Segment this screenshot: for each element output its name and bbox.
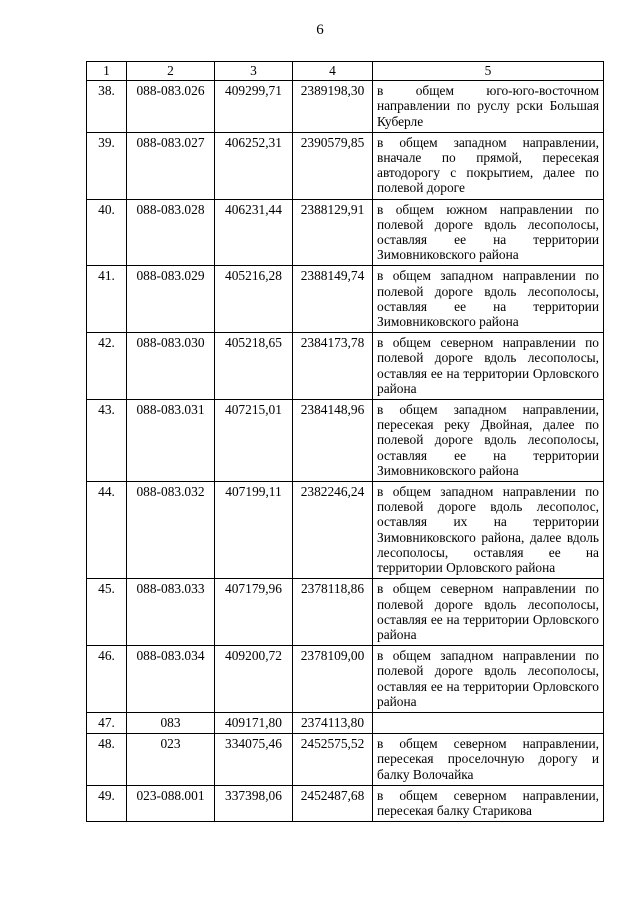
point-code-cell: 023 [127, 734, 215, 786]
table-row [87, 333, 604, 400]
x-coordinate-cell: 406252,31 [215, 132, 293, 199]
description-cell: в общем западном направлении по полевой дороге вдоль лесополосы, оставляя ее на территории Орловского района [373, 646, 604, 713]
row-number-cell: 47. [87, 712, 127, 733]
point-code-cell: 088-083.028 [127, 199, 215, 266]
x-coordinate-cell: 334075,46 [215, 734, 293, 786]
description-cell: в общем западном направлении, пересекая реку Двойная, далее по полевой дороге вдоль лесополосы, оставляя ее на территории Зимовниковского района [373, 400, 604, 482]
description-cell: в общем западном направлении по полевой дороге вдоль лесополосы, оставляя ее на территории Зимовниковского района [373, 266, 604, 333]
header-col-1: 1 [87, 62, 127, 81]
header-col-4: 4 [293, 62, 373, 81]
y-coordinate-cell: 2452487,68 [293, 785, 373, 821]
point-code-cell: 088-083.034 [127, 646, 215, 713]
x-coordinate-cell: 337398,06 [215, 785, 293, 821]
row-number-cell: 39. [87, 132, 127, 199]
row-number-cell: 44. [87, 482, 127, 579]
row-number-cell: 42. [87, 333, 127, 400]
description-cell: в общем западном направлении, вначале по прямой, пересекая автодорогу с покрытием, далее по полевой дороге [373, 132, 604, 199]
y-coordinate-cell: 2378118,86 [293, 579, 373, 646]
y-coordinate-cell: 2382246,24 [293, 482, 373, 579]
description-cell: в общем северном направлении, пересекая проселочную дорогу и балку Волочайка [373, 734, 604, 786]
y-coordinate-cell: 2452575,52 [293, 734, 373, 786]
table-header-row [87, 62, 604, 81]
point-code-cell: 088-083.030 [127, 333, 215, 400]
boundary-table [86, 61, 604, 822]
table-row [87, 266, 604, 333]
x-coordinate-cell: 409299,71 [215, 81, 293, 133]
page-number: 6 [316, 22, 324, 38]
table-body [87, 81, 604, 822]
description-cell: в общем северном направлении по полевой дороге вдоль лесополосы, оставляя ее на территории Орловского района [373, 579, 604, 646]
x-coordinate-cell: 405216,28 [215, 266, 293, 333]
x-coordinate-cell: 407215,01 [215, 400, 293, 482]
header-col-3: 3 [215, 62, 293, 81]
description-cell: в общем южном направлении по полевой дороге вдоль лесополосы, оставляя ее на территории Зимовниковского района [373, 199, 604, 266]
x-coordinate-cell: 409171,80 [215, 712, 293, 733]
table-row [87, 482, 604, 579]
description-cell: в общем северном направлении по полевой дороге вдоль лесополосы, оставляя ее на территории Орловского района [373, 333, 604, 400]
y-coordinate-cell: 2378109,00 [293, 646, 373, 713]
x-coordinate-cell: 406231,44 [215, 199, 293, 266]
y-coordinate-cell: 2374113,80 [293, 712, 373, 733]
point-code-cell: 088-083.026 [127, 81, 215, 133]
description-cell: в общем северном направлении, пересекая балку Старикова [373, 785, 604, 821]
table-row [87, 734, 604, 786]
point-code-cell: 023-088.001 [127, 785, 215, 821]
table-row [87, 400, 604, 482]
row-number-cell: 41. [87, 266, 127, 333]
y-coordinate-cell: 2388149,74 [293, 266, 373, 333]
row-number-cell: 40. [87, 199, 127, 266]
table-row [87, 646, 604, 713]
y-coordinate-cell: 2388129,91 [293, 199, 373, 266]
y-coordinate-cell: 2384148,96 [293, 400, 373, 482]
point-code-cell: 088-083.032 [127, 482, 215, 579]
header-col-5: 5 [373, 62, 604, 81]
x-coordinate-cell: 407179,96 [215, 579, 293, 646]
row-number-cell: 43. [87, 400, 127, 482]
row-number-cell: 46. [87, 646, 127, 713]
description-cell [373, 712, 604, 733]
table-row [87, 712, 604, 733]
x-coordinate-cell: 405218,65 [215, 333, 293, 400]
row-number-cell: 38. [87, 81, 127, 133]
row-number-cell: 49. [87, 785, 127, 821]
table-row [87, 785, 604, 821]
point-code-cell: 088-083.027 [127, 132, 215, 199]
description-cell: в общем западном направлении по полевой дороге вдоль лесополос, оставляя их на территории Зимовниковского района, далее вдоль лесополосы, оставляя ее на территории Орловского района [373, 482, 604, 579]
y-coordinate-cell: 2390579,85 [293, 132, 373, 199]
header-col-2: 2 [127, 62, 215, 81]
x-coordinate-cell: 407199,11 [215, 482, 293, 579]
point-code-cell: 083 [127, 712, 215, 733]
point-code-cell: 088-083.033 [127, 579, 215, 646]
table-row [87, 81, 604, 133]
point-code-cell: 088-083.029 [127, 266, 215, 333]
y-coordinate-cell: 2384173,78 [293, 333, 373, 400]
point-code-cell: 088-083.031 [127, 400, 215, 482]
x-coordinate-cell: 409200,72 [215, 646, 293, 713]
description-cell: в общем юго-юго-восточном направлении по руслу рски Большая Куберле [373, 81, 604, 133]
row-number-cell: 45. [87, 579, 127, 646]
table-row [87, 579, 604, 646]
table-row [87, 199, 604, 266]
table-row [87, 132, 604, 199]
y-coordinate-cell: 2389198,30 [293, 81, 373, 133]
row-number-cell: 48. [87, 734, 127, 786]
